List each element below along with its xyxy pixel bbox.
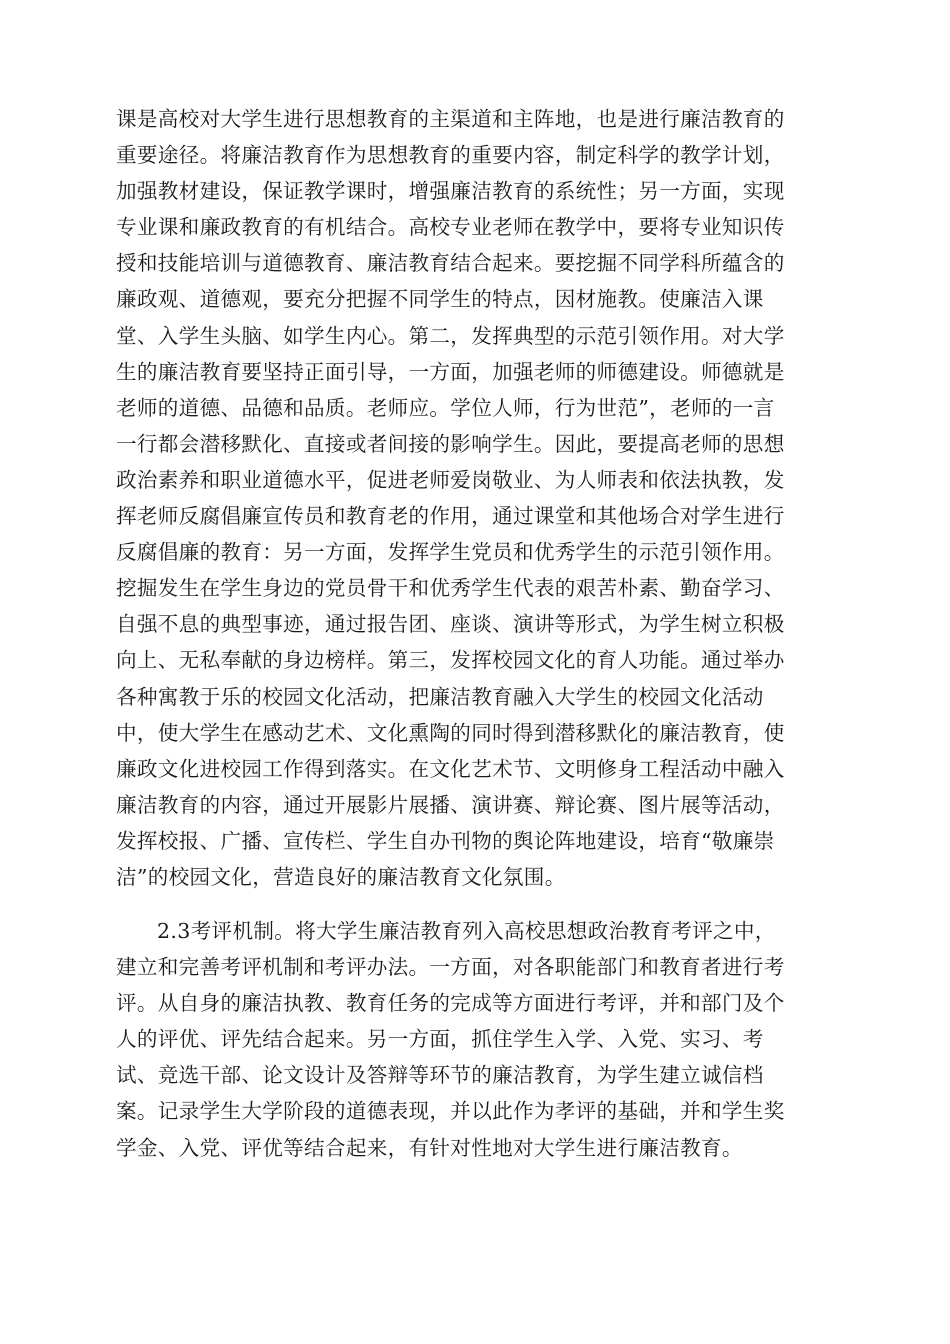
text-line: 廉洁教育的内容，通过开展影片展播、演讲赛、辩论赛、图片展等活动， [116, 792, 785, 817]
text-line: 评。从自身的廉洁执教、教育任务的完成等方面进行考评，并和部门及个 [116, 991, 785, 1016]
text-line: 发挥校报、广播、宣传栏、学生自办刊物的舆论阵地建设，培育“敬廉崇 [116, 828, 775, 853]
paragraph-education-channels [116, 101, 836, 895]
text-line: 各种寓教于乐的校园文化活动，把廉洁教育融入大学生的校园文化活动 [116, 684, 764, 709]
text-line: 洁”的校园文化，营造良好的廉洁教育文化氛围。 [116, 864, 566, 889]
text-line: 廉政文化进校园工作得到落实。在文化艺术节、文明修身工程活动中融入 [116, 756, 785, 781]
text-line: 堂、入学生头脑、如学生内心。第二，发挥典型的示范引领作用。对大学 [116, 323, 785, 348]
text-line: 自强不息的典型事迹，通过报告团、座谈、演讲等形式，为学生树立积极 [116, 612, 785, 637]
text-line: 挖掘发生在学生身边的党员骨干和优秀学生代表的艰苦朴素、勤奋学习、 [116, 576, 785, 601]
text-line-first: 2.3考评机制。将大学生廉洁教育列入高校思想政治教育考评之中， [157, 919, 776, 943]
text-line: 专业课和廉政教育的有机结合。高校专业老师在教学中，要将专业知识传 [116, 215, 785, 240]
text-line: 试、竞选干部、论文设计及答辩等环节的廉洁教育，为学生建立诚信档 [116, 1063, 764, 1088]
text-line: 建立和完善考评机制和考评办法。一方面，对各职能部门和教育者进行考 [116, 955, 785, 980]
text-line: 挥老师反腐倡廉宣传员和教育老的作用，通过课堂和其他场合对学生进行 [116, 504, 785, 529]
text-line: 政治素养和职业道德水平，促进老师爱岗敬业、为人师表和依法执教，发 [116, 467, 785, 492]
text-line: 学金、入党、评优等结合起来，有针对性地对大学生进行廉洁教育。 [116, 1135, 743, 1160]
paragraph-evaluation-mechanism [116, 913, 836, 1166]
text-line: 授和技能培训与道德教育、廉洁教育结合起来。要挖掘不同学科所蕴含的 [116, 251, 785, 276]
text-line: 向上、无私奉献的身边榜样。第三，发挥校园文化的育人功能。通过举办 [116, 648, 785, 673]
text-line: 反腐倡廉的教育：另一方面，发挥学生党员和优秀学生的示范引领作用。 [116, 540, 785, 565]
text-line: 案。记录学生大学阶段的道德表现，并以此作为孝评的基础，并和学生奖 [116, 1099, 785, 1124]
text-line: 加强教材建设，保证教学课时，增强廉洁教育的系统性；另一方面，实现 [116, 179, 785, 204]
text-line: 老师的道德、品德和品质。老师应。学位人师，行为世范”，老师的一言 [116, 395, 775, 420]
text-line: 重要途径。将廉洁教育作为思想教育的重要内容，制定科学的教学计划， [116, 143, 785, 168]
text-line: 中，使大学生在感动艺术、文化熏陶的同时得到潜移默化的廉洁教育，使 [116, 720, 785, 745]
text-line: 人的评优、评先结合起来。另一方面，抓住学生入学、入党、实习、考 [116, 1027, 764, 1052]
text-line: 课是高校对大学生进行思想教育的主渠道和主阵地，也是进行廉洁教育的 [116, 107, 785, 131]
text-line: 廉政观、道德观，要充分把握不同学生的特点，因材施教。使廉洁入课 [116, 287, 764, 312]
text-line: 生的廉洁教育要坚持正面引导，一方面，加强老师的师德建设。师德就是 [116, 359, 785, 384]
text-line: 一行都会潜移默化、直接或者间接的影响学生。因此，要提高老师的思想 [116, 431, 785, 456]
